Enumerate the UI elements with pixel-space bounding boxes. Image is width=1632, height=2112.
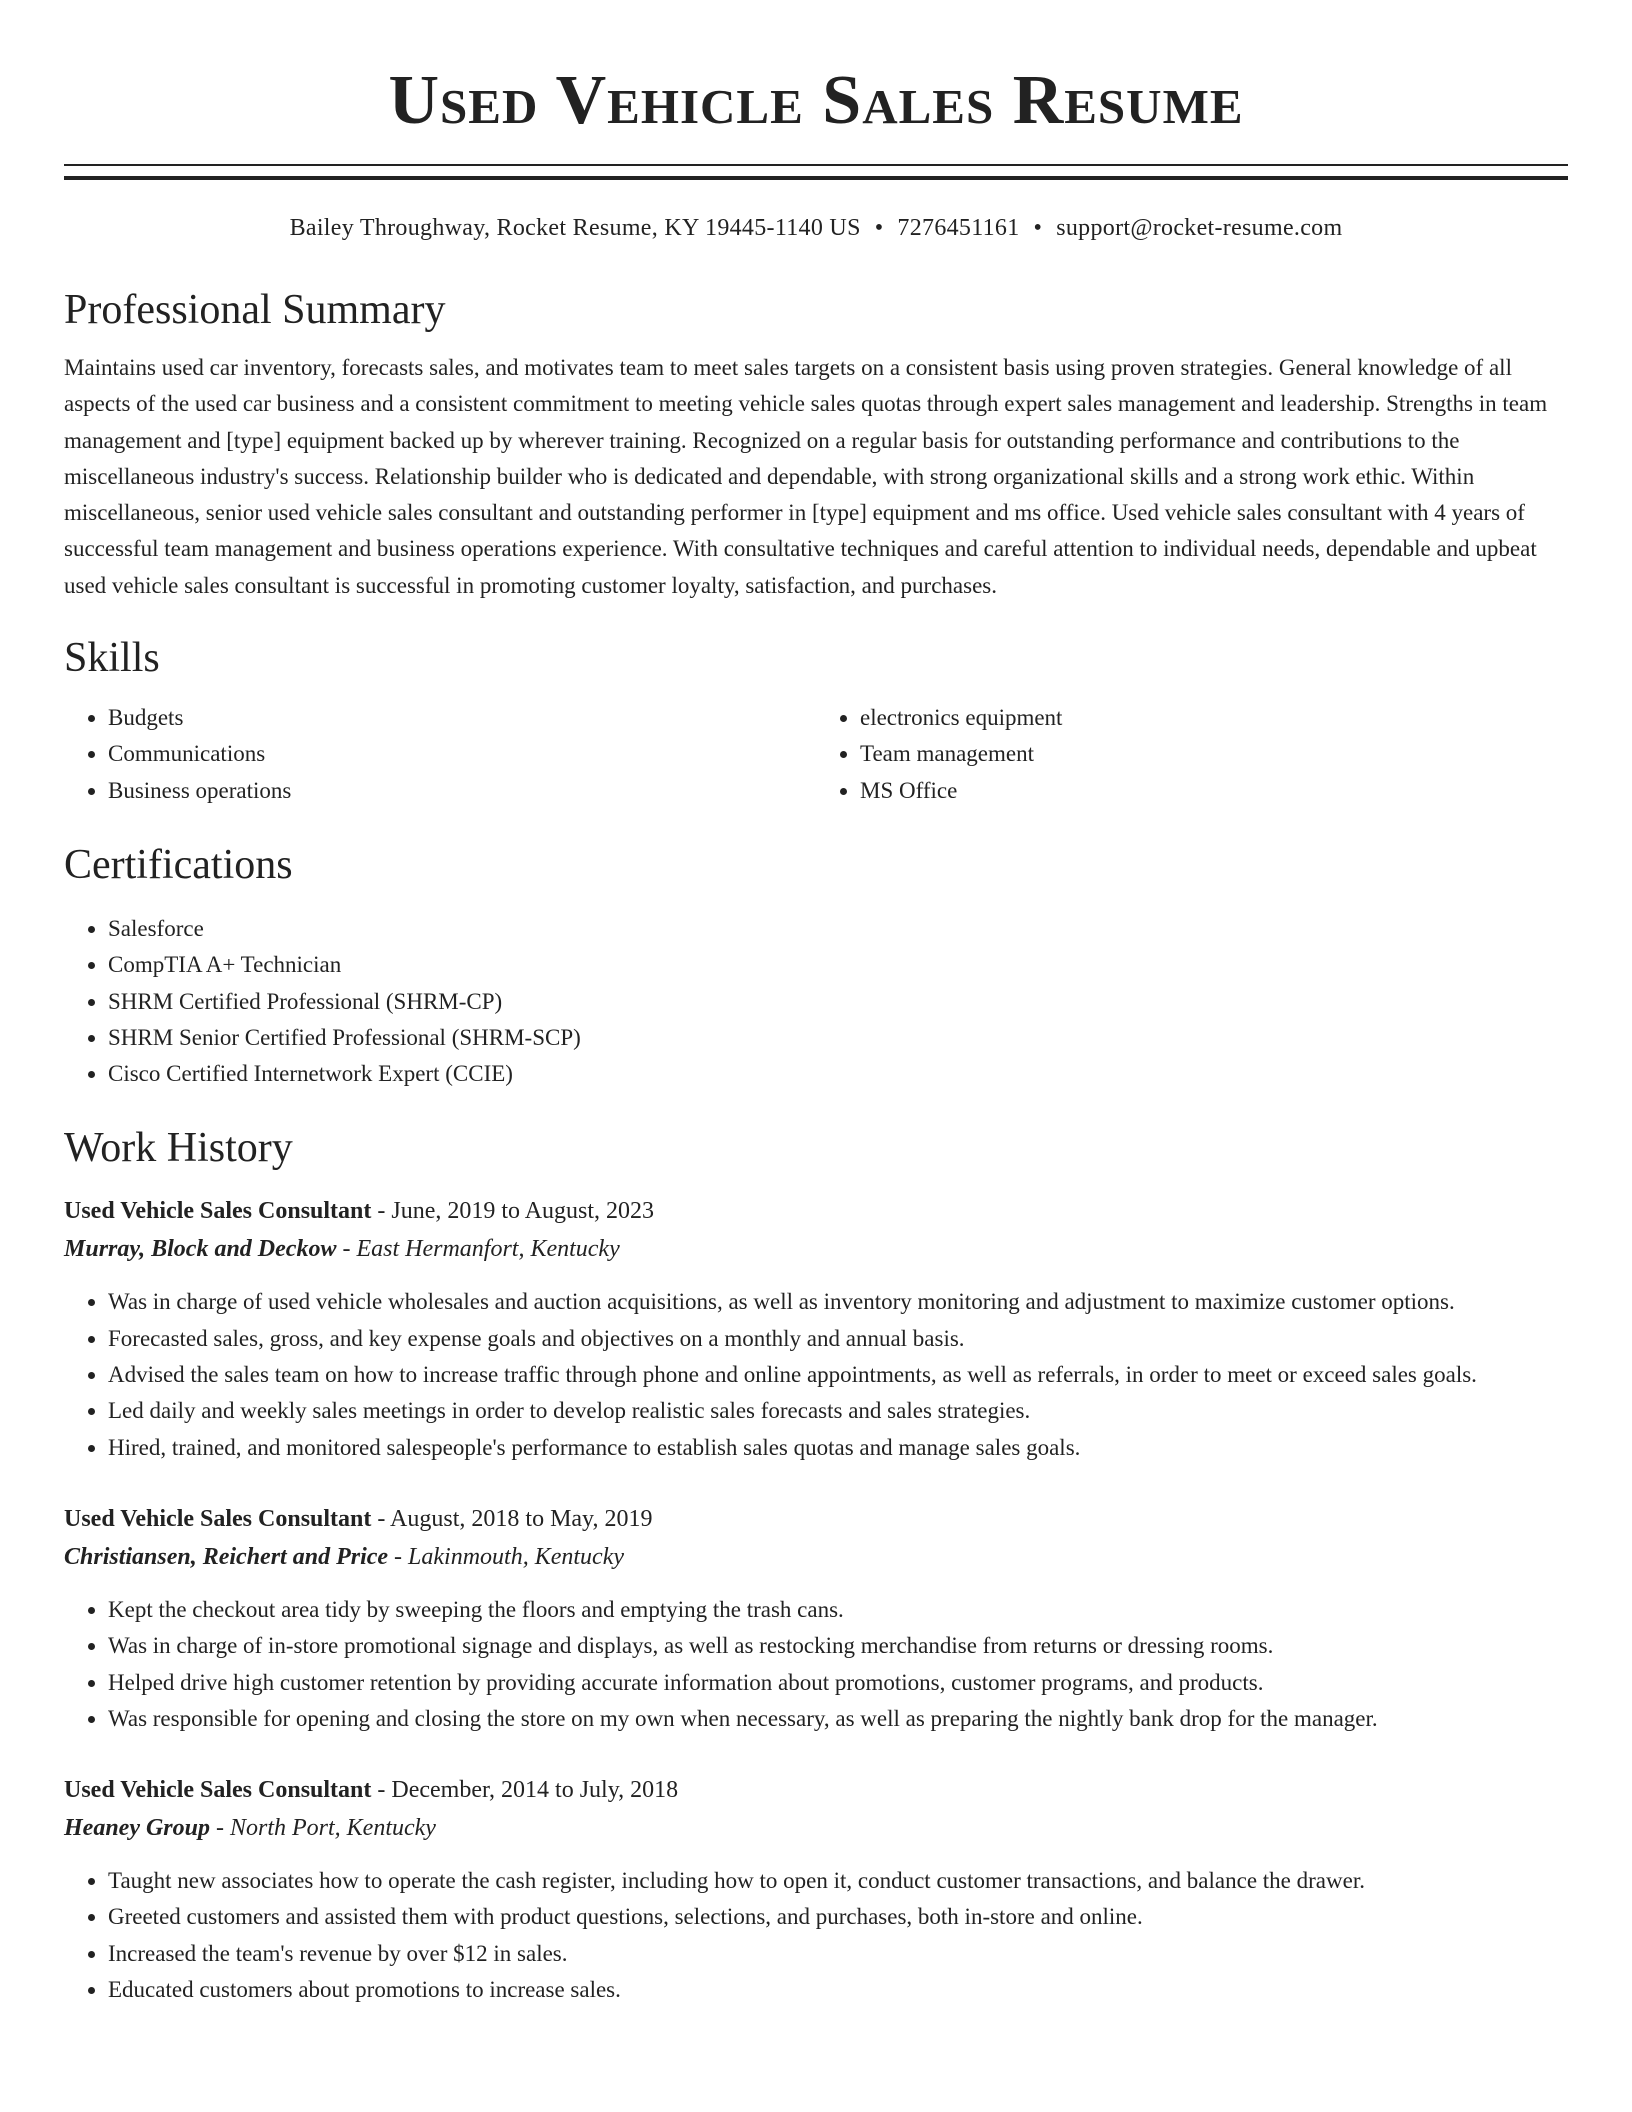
job-location: - North Port, Kentucky <box>210 1815 436 1842</box>
certification-item: • Cisco Certified Internetwork Expert (CCIE) <box>108 1056 1568 1092</box>
contact-separator: • <box>874 215 884 241</box>
skill-item: • Budgets <box>108 700 816 736</box>
job-duty: • Helped drive high customer retention by providing accurate information about promotions, customer programs, and products. <box>108 1665 1568 1701</box>
skills-columns <box>64 700 1568 809</box>
certifications-list <box>64 911 1568 1092</box>
job-dates: - December, 2014 to July, 2018 <box>371 1777 679 1804</box>
job-title-line <box>64 1192 1568 1230</box>
job-duty: • Advised the sales team on how to increase traffic through phone and online appointments, as well as referrals, in order to meet or exceed sales goals. <box>108 1357 1568 1393</box>
job-dates: - June, 2019 to August, 2023 <box>371 1198 655 1225</box>
skill-item: • electronics equipment <box>860 700 1568 736</box>
certification-item: • Salesforce <box>108 911 1568 947</box>
job-location: - Lakinmouth, Kentucky <box>388 1543 624 1570</box>
job-company-line <box>64 1809 1568 1847</box>
job-location: - East Hermanfort, Kentucky <box>336 1236 620 1263</box>
job-title-line <box>64 1771 1568 1809</box>
job-title: Used Vehicle Sales Consultant <box>64 1198 372 1225</box>
contact-email: support@rocket-resume.com <box>1056 215 1343 241</box>
contact-separator: • <box>1033 215 1043 241</box>
job-duty: • Hired, trained, and monitored salespeople's performance to establish sales quotas and manage sales goals. <box>108 1430 1568 1466</box>
job-entry <box>64 1192 1568 1465</box>
job-company-line <box>64 1230 1568 1268</box>
job-title: Used Vehicle Sales Consultant <box>64 1777 372 1804</box>
certifications-heading: Certifications <box>64 841 293 888</box>
job-duty: • Taught new associates how to operate the cash register, including how to open it, conduct customer transactions, and balance the drawer. <box>108 1863 1568 1899</box>
title-divider <box>64 164 1568 180</box>
contact-phone: 7276451161 <box>897 215 1020 241</box>
skill-item: • Team management <box>860 736 1568 772</box>
job-duty: • Was in charge of used vehicle wholesales and auction acquisitions, as well as inventory monitoring and adjustment to maximize customer options. <box>108 1284 1568 1320</box>
contact-address: Bailey Throughway, Rocket Resume, KY 19445-1140 US <box>289 215 861 241</box>
job-title: Used Vehicle Sales Consultant <box>64 1505 372 1532</box>
job-duties-list <box>64 1863 1568 2008</box>
job-duty: • Was responsible for opening and closing the store on my own when necessary, as well as preparing the nightly bank drop for the manager. <box>108 1701 1568 1737</box>
job-duty: • Increased the team's revenue by over $12 in sales. <box>108 1936 1568 1972</box>
skills-heading: Skills <box>64 635 160 682</box>
job-dates: - August, 2018 to May, 2019 <box>371 1505 653 1532</box>
job-company-line <box>64 1538 1568 1576</box>
job-title-line <box>64 1500 1568 1538</box>
job-company: Heaney Group <box>64 1815 210 1842</box>
work-history-heading: Work History <box>64 1125 293 1172</box>
job-duty: • Was in charge of in-store promotional signage and displays, as well as restocking merchandise from returns or dressing rooms. <box>108 1628 1568 1664</box>
skills-list-right <box>816 700 1568 809</box>
contact-line <box>64 212 1568 244</box>
certification-item: • CompTIA A+ Technician <box>108 947 1568 983</box>
job-duty: • Greeted customers and assisted them with product questions, selections, and purchases, both in-store and online. <box>108 1899 1568 1935</box>
skill-item: • MS Office <box>860 773 1568 809</box>
certification-item: • SHRM Senior Certified Professional (SHRM-SCP) <box>108 1020 1568 1056</box>
job-company: Murray, Block and Deckow <box>64 1236 337 1263</box>
skill-item: • Business operations <box>108 773 816 809</box>
summary-heading: Professional Summary <box>64 287 446 333</box>
job-entry <box>64 1771 1568 2008</box>
job-duty: • Forecasted sales, gross, and key expense goals and objectives on a monthly and annual basis. <box>108 1321 1568 1357</box>
job-duty: • Led daily and weekly sales meetings in order to develop realistic sales forecasts and sales strategies. <box>108 1393 1568 1429</box>
job-company: Christiansen, Reichert and Price <box>64 1543 389 1570</box>
skill-item: • Communications <box>108 736 816 772</box>
job-entry <box>64 1500 1568 1737</box>
summary-text: Maintains used car inventory, forecasts sales, and motivates team to meet sales targets on a consistent basis using proven strategies. General knowledge of all aspects of the used car business and a consistent commitment to meeting vehicle sales quotas through expert sales management and leadership. Strengths in team management and [type] equipment backed up by wherever training. Recognized on a regular basis for outstanding performance and contributions to the miscellaneous industry's success. Relationship builder who is dedicated and dependable, with strong organizational skills and a strong work ethic. Within miscellaneous, senior used vehicle sales consultant and outstanding performer in [type] equipment and ms office. Used vehicle sales consultant with 4 years of successful team management and business operations experience. With consultative techniques and careful attention to individual needs, dependable and upbeat used vehicle sales consultant is successful in promoting customer loyalty, satisfaction, and purchases. <box>64 355 1548 598</box>
resume-title: Used Vehicle Sales Resume <box>388 62 1244 139</box>
skills-list-left <box>64 700 816 809</box>
job-duties-list <box>64 1592 1568 1737</box>
resume-page <box>64 0 1568 2008</box>
job-duty: • Kept the checkout area tidy by sweeping the floors and emptying the trash cans. <box>108 1592 1568 1628</box>
job-duty: • Educated customers about promotions to increase sales. <box>108 1972 1568 2008</box>
certification-item: • SHRM Certified Professional (SHRM-CP) <box>108 984 1568 1020</box>
job-duties-list <box>64 1284 1568 1465</box>
